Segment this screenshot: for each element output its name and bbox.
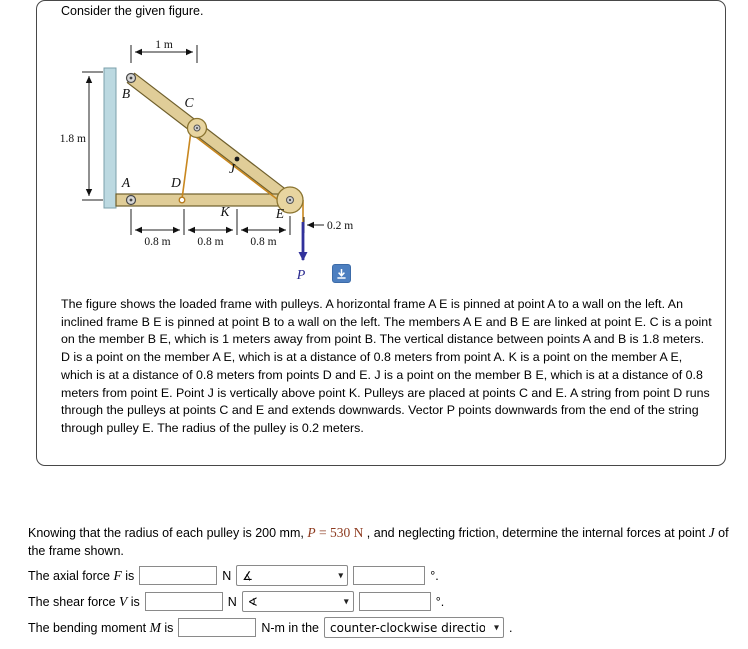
figure-description: The figure shows the loaded frame with pulleys. A horizontal frame A E is pinned at point A to a wall on the left. An inclined frame B E is pinned at point B to a wall on the left. The members A E and B E are linked at point E. C is a point on the member B E, which is 1 meters away from point B. The vertical distance between points A and B is 1.8 meters. D is a point on the member A E, which is at a distance of 0.8 meters from point A. K is a point on the member A E, which is at a distance of 0.8 meters from points D and E. J is a point on the member B E, which is at a distance of 0.8 meters from point E. Point J is vertically above point K. Pulleys are placed at points C and E. A string from point D runs through the pulleys at points C and E and extends downwards. Vector P points downwards from the end of the string through pulley E. The radius of the pulley is 0.2 meters. — [61, 297, 712, 435]
string-d-to-c — [182, 131, 191, 199]
frame-figure — [56, 35, 392, 297]
label-k: K — [220, 204, 230, 219]
chevron-down-icon: ▾ — [338, 569, 344, 581]
moment-unit: N-m in the — [261, 620, 320, 635]
chevron-down-icon: ▾ — [343, 595, 349, 607]
problem-statement — [28, 524, 736, 560]
wall — [104, 68, 116, 208]
axial-force-magnitude-input[interactable] — [139, 566, 217, 585]
dim-pulley-label: 0.2 m — [327, 220, 354, 232]
axial-label: The axial force F is — [28, 567, 135, 583]
pulley-e-axle — [289, 199, 291, 201]
chevron-down-icon: ▾ — [493, 621, 500, 633]
member-ae — [116, 194, 296, 206]
moment-direction-select-wrap — [324, 617, 504, 638]
bending-moment-row — [28, 617, 513, 638]
pin-a-dot — [130, 199, 133, 202]
problem-before: Knowing that the radius of each pulley is 200 mm, — [28, 526, 308, 540]
moment-magnitude-input[interactable] — [178, 618, 256, 637]
pulley-c-axle — [196, 127, 198, 129]
axial-unit: N — [222, 568, 232, 583]
shear-force-row — [28, 591, 444, 612]
shear-angle-select-wrap — [242, 591, 354, 612]
label-p: P — [296, 268, 306, 283]
download-figure-button[interactable] — [332, 264, 351, 283]
axial-angle-select-wrap — [236, 565, 348, 586]
moment-label: The bending moment M is — [28, 619, 174, 635]
axial-angle-value-input[interactable] — [353, 566, 425, 585]
dim-bottom2-label: 0.8 m — [197, 236, 224, 248]
moment-suffix: . — [509, 620, 513, 635]
label-a: A — [121, 175, 131, 190]
label-d: D — [171, 175, 181, 190]
point-j-var: J — [708, 525, 715, 540]
point-j-dot — [235, 157, 240, 162]
label-b: B — [121, 86, 131, 101]
given-value: P = 530 N — [307, 525, 364, 540]
label-e: E — [275, 206, 285, 221]
axial-force-row — [28, 565, 439, 586]
axial-degree-suffix: °. — [430, 568, 439, 583]
problem-end: of the frame shown. — [28, 526, 729, 558]
string-anchor-d — [179, 197, 185, 203]
shear-unit: N — [227, 594, 237, 609]
member-be — [127, 73, 293, 204]
problem-middle: , and neglecting friction, determine the internal forces at point — [363, 526, 709, 540]
shear-angle-value-input[interactable] — [359, 592, 431, 611]
shear-angle-direction-select[interactable] — [242, 591, 354, 612]
dim-left-label: 1.8 m — [59, 133, 86, 145]
frame-figure-svg — [56, 35, 392, 297]
shear-label: The shear force V is — [28, 593, 140, 609]
pin-b-dot — [130, 77, 133, 80]
label-c: C — [184, 95, 194, 110]
label-j: J — [229, 161, 235, 176]
shear-force-magnitude-input[interactable] — [145, 592, 223, 611]
dim-bottom1-label: 0.8 m — [144, 236, 171, 248]
moment-direction-select[interactable] — [324, 617, 504, 638]
shear-degree-suffix: °. — [435, 594, 445, 609]
intro-text: Consider the given figure. — [61, 4, 204, 18]
question-box — [36, 0, 726, 466]
dim-top-label: 1 m — [155, 39, 173, 51]
download-icon — [336, 268, 347, 279]
axial-angle-direction-select[interactable] — [236, 565, 348, 586]
dim-bottom3-label: 0.8 m — [250, 236, 277, 248]
